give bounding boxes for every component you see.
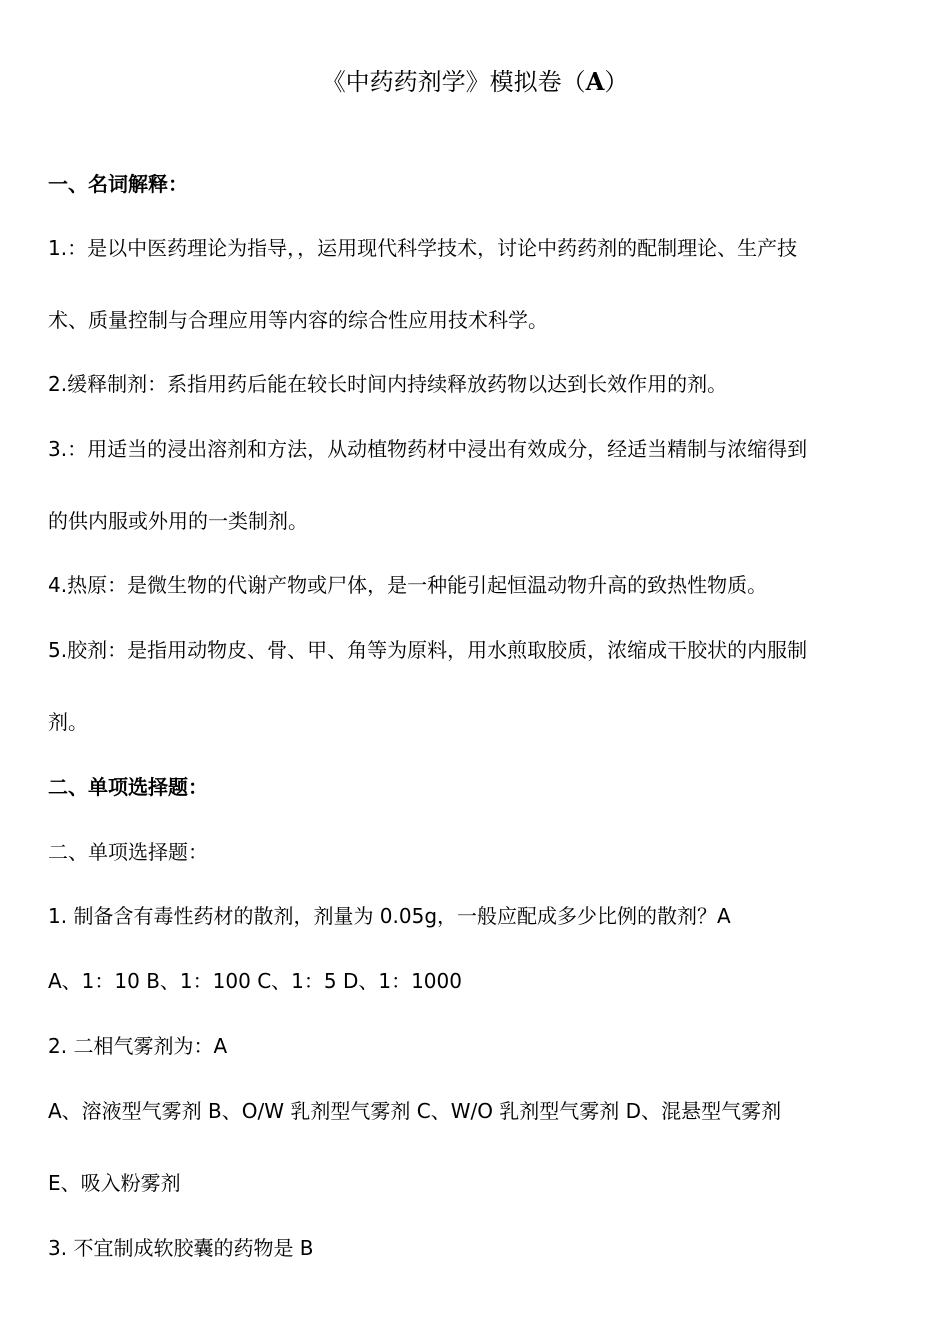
definition-1-line1: 1.：是以中医药理论为指导，，运用现代科学技术，讨论中药药剂的配制理论、生产技 [48,236,798,260]
definition-3-line2: 的供内服或外用的一类制剂。 [48,509,308,533]
title-suffix: ） [604,68,629,96]
document-title [0,62,950,102]
section2-heading: 二、单项选择题： [48,775,208,799]
section2-subheading: 二、单项选择题： [48,840,208,864]
question-2-options-line2: E、吸入粉雾剂 [48,1171,181,1195]
question-1-stem: 1. 制备含有毒性药材的散剂，剂量为 0.05g，一般应配成多少比例的散剂？A [48,904,731,928]
question-3-stem: 3. 不宜制成软胶囊的药物是 B [48,1236,314,1260]
title-prefix: 《中药药剂学》模拟卷（ [321,68,586,96]
title-letter: A [585,67,605,96]
definition-5-line2: 剂。 [48,710,88,734]
definition-4: 4.热原：是微生物的代谢产物或尸体，是一种能引起恒温动物升高的致热性物质。 [48,573,768,597]
definition-2: 2.缓释制剂：系指用药后能在较长时间内持续释放药物以达到长效作用的剂。 [48,372,728,396]
definition-1-line2: 术、质量控制与合理应用等内容的综合性应用技术科学。 [48,308,548,332]
question-2-stem: 2. 二相气雾剂为：A [48,1034,228,1058]
question-2-options-line1: A、溶液型气雾剂 B、O/W 乳剂型气雾剂 C、W/O 乳剂型气雾剂 D、混悬型气雾剂 [48,1099,782,1123]
definition-5-line1: 5.胶剂：是指用动物皮、骨、甲、角等为原料，用水煎取胶质，浓缩成干胶状的内服制 [48,638,808,662]
definition-3-line1: 3.：用适当的浸出溶剂和方法，从动植物药材中浸出有效成分，经适当精制与浓缩得到 [48,437,808,461]
section1-heading: 一、名词解释： [48,172,188,196]
question-1-options: A、1：10 B、1：100 C、1：5 D、1：1000 [48,969,462,993]
